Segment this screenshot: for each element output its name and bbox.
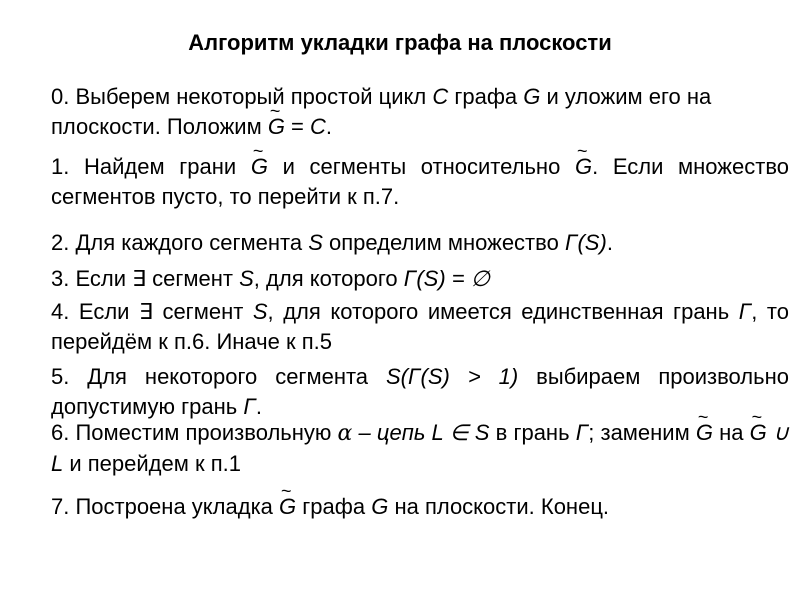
step-0-cycle-c2: C <box>310 114 326 139</box>
step-6-chain: – цепь <box>352 420 432 445</box>
step-7-text-a: 7. Построена укладка <box>51 494 280 519</box>
step-1-g-tilde-1: ~ G <box>251 152 268 182</box>
step-7-graph-g: G <box>371 494 389 519</box>
step-0-graph-g: G <box>523 84 541 109</box>
algorithm-step-4 <box>51 297 789 357</box>
step-1-text-c: . Если множество сегментов пусто, то перейти к п.7. <box>51 154 790 209</box>
step-1-text-b: и сегменты относительно <box>267 154 575 179</box>
step-0-g-tilde: ~ G <box>268 112 285 142</box>
algorithm-step-5 <box>51 362 789 422</box>
step-2-paren-s: (S) <box>577 230 607 255</box>
page-title: Алгоритм укладки графа на плоскости <box>188 30 612 55</box>
step-6-text-c: ; заменим <box>588 420 696 445</box>
algorithm-step-3 <box>51 264 789 294</box>
algorithm-step-0 <box>51 82 789 142</box>
step-7-g-tilde: ~ G <box>279 492 296 522</box>
step-5-gamma: Γ <box>243 394 256 419</box>
step-0-cycle-c: C <box>432 84 449 109</box>
step-1-g-tilde-2: ~ G <box>575 152 592 182</box>
step-2-gamma: Γ <box>564 230 578 255</box>
step-0-text-c: и уложим его на плоскости. Положим <box>51 84 712 139</box>
step-6-g-tilde-2: ~ G <box>750 418 767 448</box>
step-4-text-a: 4. Если ∃ сегмент <box>51 299 253 324</box>
step-3-text-b: , для которого <box>253 266 404 291</box>
step-0-text-a: 0. Выберем некоторый простой цикл <box>51 84 433 109</box>
step-7-text-b: графа <box>296 494 372 519</box>
step-3-text-a: 3. Если ∃ сегмент <box>51 266 240 291</box>
step-2-segment-s: S <box>308 230 323 255</box>
algorithm-step-7 <box>51 492 789 522</box>
step-6-text-d: на <box>712 420 750 445</box>
step-1-text-a: 1. Найдем грани <box>51 154 251 179</box>
algorithm-step-1 <box>51 152 789 212</box>
step-6-g-tilde-1: ~ G <box>696 418 713 448</box>
step-5-expression: S(Γ(S) > 1) <box>386 364 519 389</box>
step-4-text-b: , для которого имеется единственная грань <box>267 299 739 324</box>
algorithm-step-6 <box>51 418 789 479</box>
step-5-text-c: . <box>255 394 262 419</box>
step-6-union-l: ∪ L <box>51 420 790 476</box>
step-2-text-c: . <box>606 230 613 255</box>
step-0-equals: = <box>284 114 311 139</box>
step-4-segment-s: S <box>252 299 268 324</box>
step-5-text-b: выбираем произвольно допустимую грань <box>51 364 789 419</box>
step-6-text-a: 6. Поместим произвольную <box>51 420 338 445</box>
step-6-text-e: и перейдем к п.1 <box>63 451 241 476</box>
step-2-text-b: определим множество <box>322 230 565 255</box>
step-3-segment-s: S <box>239 266 254 291</box>
step-3-expression: Γ(S) = ∅ <box>403 266 490 291</box>
step-7-text-c: на плоскости. Конец. <box>388 494 610 519</box>
step-4-text-c: , то перейдём к п.6. Иначе к п.5 <box>51 299 789 354</box>
step-6-l-in-s: L ∈ S <box>431 420 490 445</box>
step-4-gamma: Γ <box>738 299 752 324</box>
algorithm-step-2 <box>51 228 789 258</box>
step-6-text-b: в грань <box>489 420 576 445</box>
step-6-gamma: Γ <box>575 420 589 445</box>
step-6-alpha: α <box>337 421 353 446</box>
step-0-text-b: графа <box>448 84 524 109</box>
step-0-text-d: . <box>325 114 333 139</box>
step-5-text-a: 5. Для некоторого сегмента <box>51 364 386 389</box>
step-2-text-a: 2. Для каждого сегмента <box>51 230 309 255</box>
